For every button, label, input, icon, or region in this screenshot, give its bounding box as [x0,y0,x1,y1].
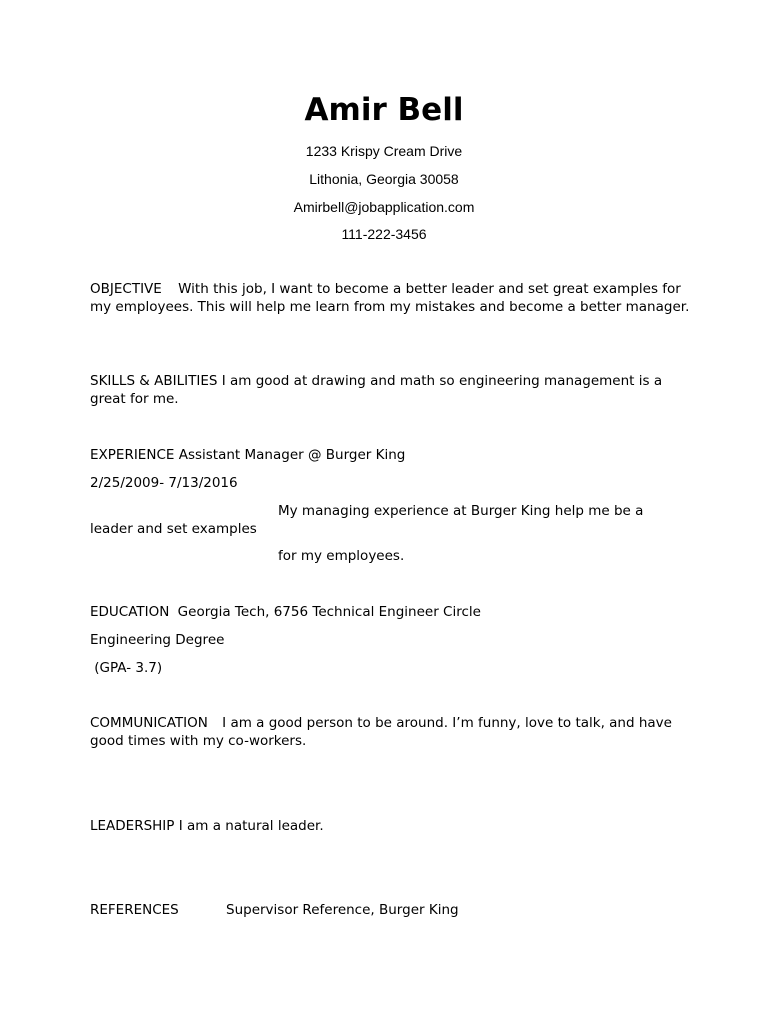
skills-label: SKILLS & ABILITIES [90,373,218,389]
communication-label: COMMUNICATION [90,715,208,731]
resume-name: Amir Bell [304,92,464,128]
education-school: Georgia Tech, 6756 Technical Engineer Circle [177,604,481,620]
objective-text: With this job, I want to become a better leader and set great examples for my employees. This will help me learn from my mistakes and become a better manager. [90,281,690,315]
leadership-text: I am a natural leader. [178,818,324,834]
references-text: Supervisor Reference, Burger King [226,902,459,918]
education-degree: Engineering Degree [90,632,225,648]
experience-description-line2: leader and set examples [90,521,257,537]
contact-phone: 111-222-3456 [341,226,427,242]
experience-position: Assistant Manager @ Burger King [178,447,406,463]
communication-section [90,714,690,750]
leadership-section [90,817,690,835]
experience-label: EXPERIENCE [90,447,175,463]
experience-dates: 2/25/2009- 7/13/2016 [90,475,238,491]
education-gpa: (GPA- 3.7) [90,660,163,676]
education-label: EDUCATION [90,604,170,620]
skills-text: I am good at drawing and math so engineering management is a great for me. [90,373,663,407]
leadership-label: LEADERSHIP [90,818,175,834]
contact-city-state-zip: Lithonia, Georgia 30058 [309,171,459,187]
contact-street: 1233 Krispy Cream Drive [305,143,463,159]
objective-label: OBJECTIVE [90,281,162,297]
contact-email: Amirbell@jobapplication.com [293,199,475,215]
communication-text: I am a good person to be around. I’m funny, love to talk, and have good times with my co-workers. [90,715,672,749]
skills-section [90,372,690,408]
experience-description-line3: for my employees. [278,548,405,564]
education-header [90,603,690,621]
experience-description-line1: My managing experience at Burger King help me be a [278,503,644,519]
experience-header [90,446,690,464]
objective-section [90,280,690,316]
references-label: REFERENCES [90,902,179,918]
